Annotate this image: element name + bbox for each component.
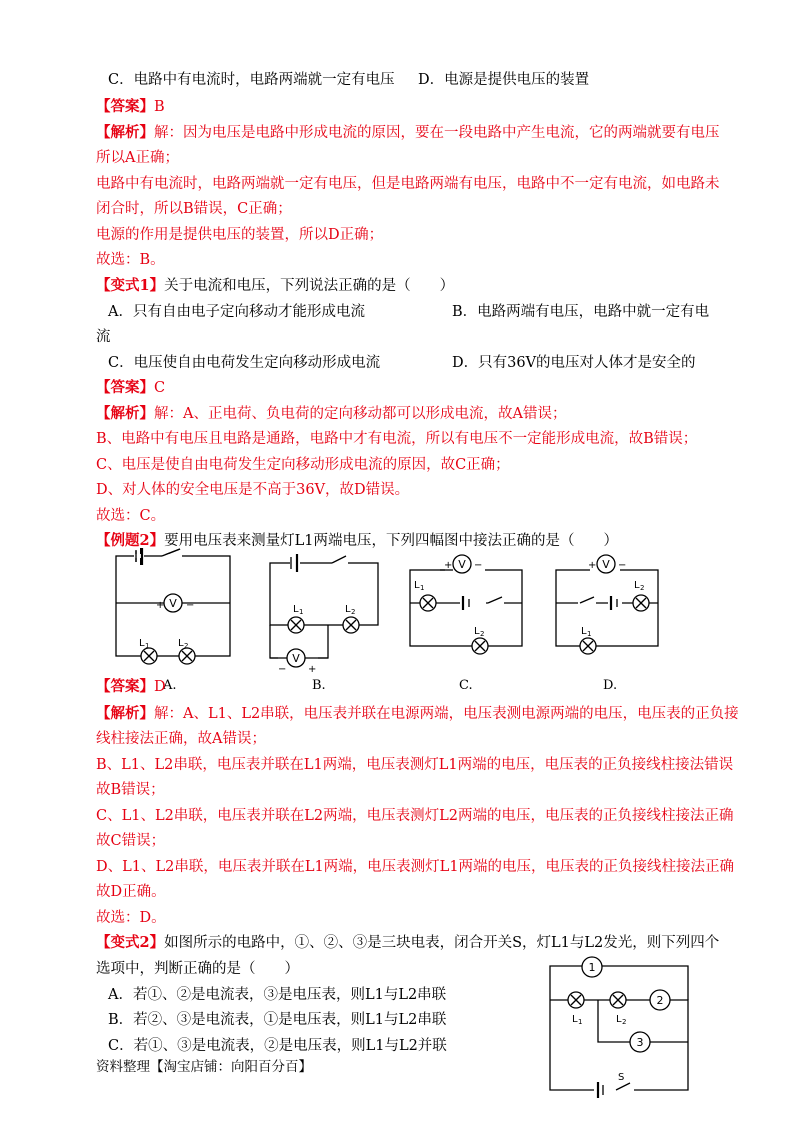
ex2-analysis-0: 【解析】解：A、L1、L2串联，电压表并联在电源两端，电压表测电源两端的电压，电压表的正负接 — [96, 705, 739, 722]
svg-text:2: 2 — [351, 608, 356, 616]
ex2-question: 【例题2】要用电压表来测量灯L1两端电压，下列四幅图中接法正确的是（ ） — [96, 532, 618, 549]
v1-option-c: C．电压使自由电荷发生定向移动形成电流 — [108, 355, 381, 371]
svg-text:L: L — [474, 626, 480, 637]
circuit-c — [410, 555, 522, 654]
q1-analysis-4: 电源的作用是提供电压的装置，所以D正确； — [96, 227, 384, 243]
svg-text:S: S — [618, 1072, 625, 1083]
v1-answer: 【答案】C — [96, 379, 166, 396]
v1-analysis-2: C、电压是使自由电荷发生定向移动形成电流的原因，故C正确； — [96, 457, 510, 473]
v2-question-2: 选项中，判断正确的是（ ） — [96, 961, 299, 977]
v1-option-b: B．电路两端有电压，电路中就一定有电 — [452, 304, 710, 320]
v2-option-a: A．若①、②是电流表，③是电压表，则L1与L2串联 — [108, 987, 447, 1003]
svg-text:−: − — [618, 560, 627, 571]
svg-text:−: − — [186, 600, 195, 611]
svg-text:L: L — [572, 1014, 578, 1025]
ex2-analysis-3: 故B错误； — [96, 782, 165, 798]
q1-analysis-1: 所以A正确； — [96, 150, 179, 166]
v1-option-b-cont: 流 — [96, 329, 111, 345]
ex2-analysis-5: 故C错误； — [96, 833, 166, 849]
svg-text:2: 2 — [622, 1018, 627, 1026]
svg-text:L: L — [178, 638, 184, 649]
v1-question: 【变式1】关于电流和电压，下列说法正确的是（ ） — [96, 277, 455, 294]
svg-text:2: 2 — [640, 584, 645, 592]
v2-option-b: B．若②、③是电流表，①是电压表，则L1与L2串联 — [108, 1012, 447, 1028]
diagram-label-a: A. — [163, 678, 177, 693]
q1-answer: 【答案】B — [96, 98, 165, 115]
svg-text:L: L — [414, 580, 420, 591]
v1-analysis-0: 【解析】解：A、正电荷、负电荷的定向移动都可以形成电流，故A错误； — [96, 405, 567, 422]
ex2-answer: 【答案】D — [96, 678, 166, 695]
ex2-analysis-2: B、L1、L2串联，电压表并联在L1两端，电压表测灯L1两端的电压，电压表的正负接线柱接法错误 — [96, 757, 734, 773]
svg-text:+: + — [588, 560, 597, 571]
v2-question-1: 【变式2】如图所示的电路中，①、②、③是三块电表，闭合开关S，灯L1与L2发光，则下列四个 — [96, 934, 720, 951]
v1-analysis-3: D、对人体的安全电压是不高于36V，故D错误。 — [96, 482, 410, 498]
svg-text:L: L — [616, 1014, 622, 1025]
v1-option-a: A．只有自由电子定向移动才能形成电流 — [108, 304, 365, 320]
svg-text:2: 2 — [184, 642, 189, 650]
svg-text:1: 1 — [578, 1018, 583, 1026]
svg-text:1: 1 — [299, 608, 304, 616]
circuit-b — [270, 554, 378, 667]
v1-analysis-4: 故选：C。 — [96, 508, 166, 524]
ex2-analysis-4: C、L1、L2串联，电压表并联在L2两端，电压表测灯L2两端的电压，电压表的正负接线柱接法正确 — [96, 808, 734, 824]
v2-circuit-diagram — [540, 950, 700, 1125]
q1-analysis-0: 【解析】解：因为电压是电路中形成电流的原因，要在一段电路中产生电流，它的两端就要有电压 — [96, 124, 720, 141]
svg-text:+: + — [308, 664, 317, 675]
v2-option-c: C．若①、③是电流表，②是电压表，则L1与L2并联 — [108, 1038, 447, 1054]
ex2-analysis-7: 故D正确。 — [96, 884, 166, 900]
svg-text:1: 1 — [587, 630, 592, 638]
svg-text:2: 2 — [480, 630, 485, 638]
svg-text:L: L — [293, 604, 299, 615]
svg-text:−: − — [278, 664, 287, 675]
ex2-analysis-8: 故选：D。 — [96, 910, 166, 926]
svg-text:3: 3 — [636, 1036, 644, 1049]
q1-option-c: C．电路中有电流时，电路两端就一定有电压 — [108, 72, 395, 88]
diagram-label-d: D. — [603, 678, 618, 693]
svg-text:2: 2 — [656, 994, 664, 1007]
svg-text:+: + — [156, 600, 165, 611]
svg-text:V: V — [458, 558, 466, 571]
ex2-analysis-6: D、L1、L2串联，电压表并联在L1两端，电压表测灯L1两端的电压，电压表的正负接线柱接法正确 — [96, 859, 735, 875]
svg-text:1: 1 — [145, 642, 150, 650]
svg-text:L: L — [634, 580, 640, 591]
q1-analysis-3: 闭合时，所以B错误，C正确； — [96, 201, 292, 217]
v1-analysis-1: B、电路中有电压且电路是通路，电路中才有电流，所以有电压不一定能形成电流，故B错误； — [96, 431, 698, 447]
svg-text:V: V — [602, 558, 610, 571]
q1-option-d: D．电源是提供电压的装置 — [418, 72, 590, 88]
svg-text:L: L — [345, 604, 351, 615]
v1-option-d: D．只有36V的电压对人体才是安全的 — [452, 355, 696, 371]
svg-text:L: L — [581, 626, 587, 637]
svg-text:V: V — [292, 652, 300, 665]
svg-text:−: − — [474, 560, 483, 571]
svg-text:V: V — [169, 597, 177, 610]
diagram-label-b: B. — [312, 678, 326, 693]
ex2-circuit-diagrams — [100, 548, 700, 693]
diagram-label-c: C. — [459, 678, 473, 693]
q1-analysis-2: 电路中有电流时，电路两端就一定有电压，但是电路两端有电压，电路中不一定有电流，如电路未 — [96, 176, 720, 192]
svg-text:L: L — [139, 638, 145, 649]
svg-text:1: 1 — [588, 961, 596, 974]
svg-text:+: + — [444, 560, 453, 571]
q1-analysis-5: 故选：B。 — [96, 252, 165, 268]
ex2-analysis-1: 线柱接法正确，故A错误； — [96, 731, 266, 747]
svg-text:1: 1 — [420, 584, 425, 592]
footer-source: 资料整理【淘宝店铺：向阳百分百】 — [96, 1059, 312, 1075]
